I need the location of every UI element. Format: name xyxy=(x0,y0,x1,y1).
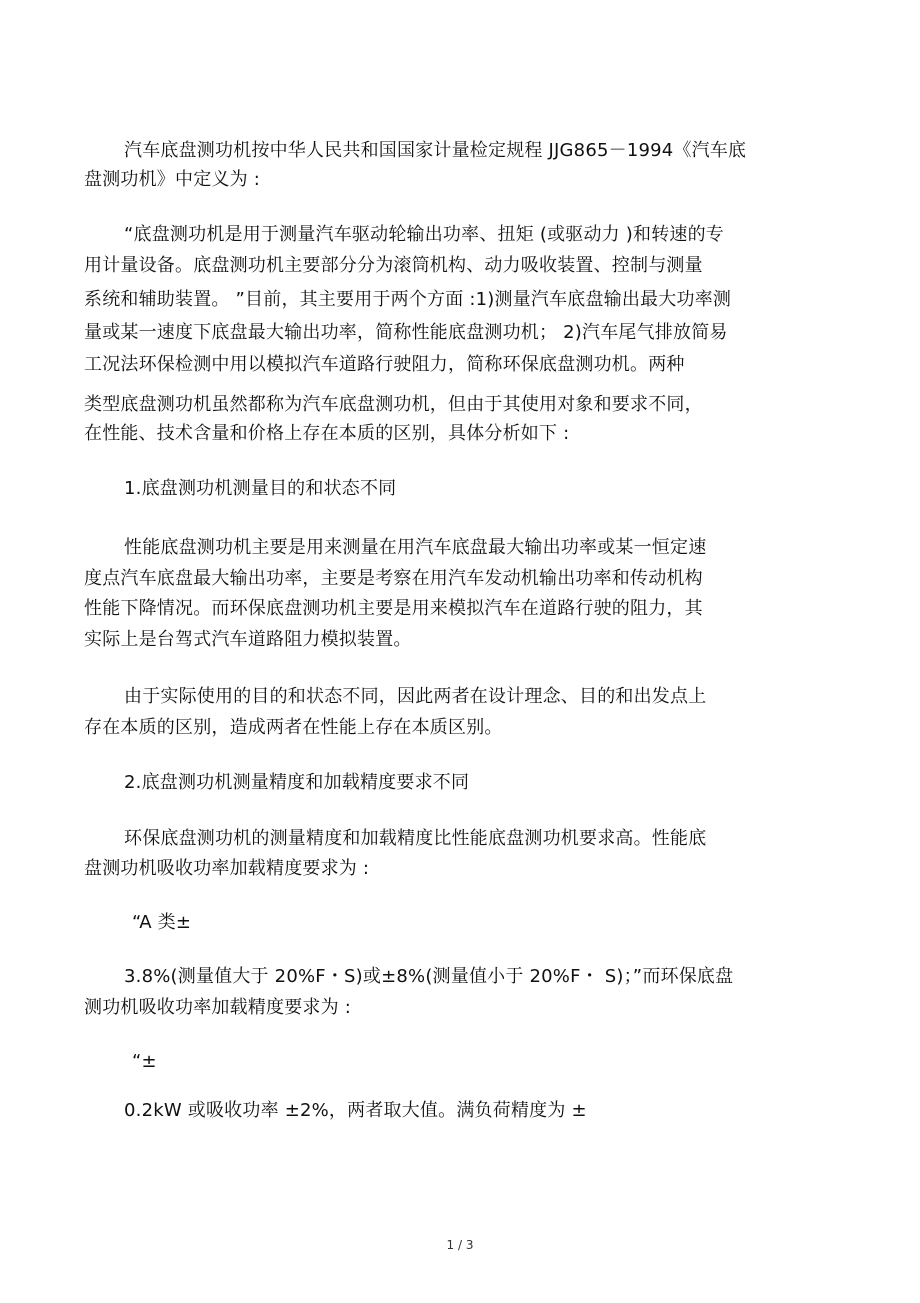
page-number: 1 / 3 xyxy=(446,1238,474,1252)
text-line-3: “底盘测功机是用于测量汽车驱动轮输出功率、扭矩 (或驱动力 )和转速的专 xyxy=(124,224,725,245)
text-line-18: 环保底盘测功机的测量精度和加载精度比性能底盘测功机要求高。性能底 xyxy=(124,828,707,849)
text-line-23: “± xyxy=(132,1051,157,1072)
text-line-9: 在性能、技术含量和价格上存在本质的区别，具体分析如下 : xyxy=(84,423,570,444)
section-heading-1: 1.底盘测功机测量目的和状态不同 xyxy=(124,478,397,499)
text-line-16: 存在本质的区别，造成两者在性能上存在本质区别。 xyxy=(84,717,503,738)
text-line-2: 盘测功机》中定义为 : xyxy=(84,169,260,190)
text-line-12: 度点汽车底盘最大输出功率，主要是考察在用汽车发动机输出功率和传动机构 xyxy=(84,568,703,589)
text-line-15: 由于实际使用的目的和状态不同，因此两者在设计理念、目的和出发点上 xyxy=(124,686,707,707)
text-line-4: 用计量设备。底盘测功机主要部分分为滚筒机构、动力吸收装置、控制与测量 xyxy=(84,255,703,276)
text-line-14: 实际上是台驾式汽车道路阻力模拟装置。 xyxy=(84,629,412,650)
text-line-5: 系统和辅助装置。 ”目前，其主要用于两个方面 :1)测量汽车底盘输出最大功率测 xyxy=(84,289,732,310)
section-heading-2: 2.底盘测功机测量精度和加载精度要求不同 xyxy=(124,772,470,793)
text-line-24: 0.2kW 或吸收功率 ±2%，两者取大值。满负荷精度为 ± xyxy=(124,1100,587,1121)
text-line-7: 工况法环保检测中用以模拟汽车道路行驶阻力，简称环保底盘测功机。两种 xyxy=(84,354,685,375)
text-line-6: 量或某一速度下底盘最大输出功率，简称性能底盘测功机； 2)汽车尾气排放简易 xyxy=(84,322,728,343)
text-line-13: 性能下降情况。而环保底盘测功机主要是用来模拟汽车在道路行驶的阻力，其 xyxy=(84,598,703,619)
text-line-19: 盘测功机吸收功率加载精度要求为 : xyxy=(84,858,370,879)
text-line-22: 测功机吸收功率加载精度要求为 : xyxy=(84,997,351,1018)
text-line-21: 3.8%(测量值大于 20%F・S)或±8%(测量值小于 20%F・ S)；”而环保底盘 xyxy=(124,966,734,987)
text-line-8: 类型底盘测功机虽然都称为汽车底盘测功机，但由于其使用对象和要求不同， xyxy=(84,394,703,415)
text-line-1: 汽车底盘测功机按中华人民共和国国家计量检定规程 JJG865－1994《汽车底 xyxy=(124,140,747,161)
text-line-11: 性能底盘测功机主要是用来测量在用汽车底盘最大输出功率或某一恒定速 xyxy=(124,537,707,558)
text-line-20: “A 类± xyxy=(132,912,192,933)
